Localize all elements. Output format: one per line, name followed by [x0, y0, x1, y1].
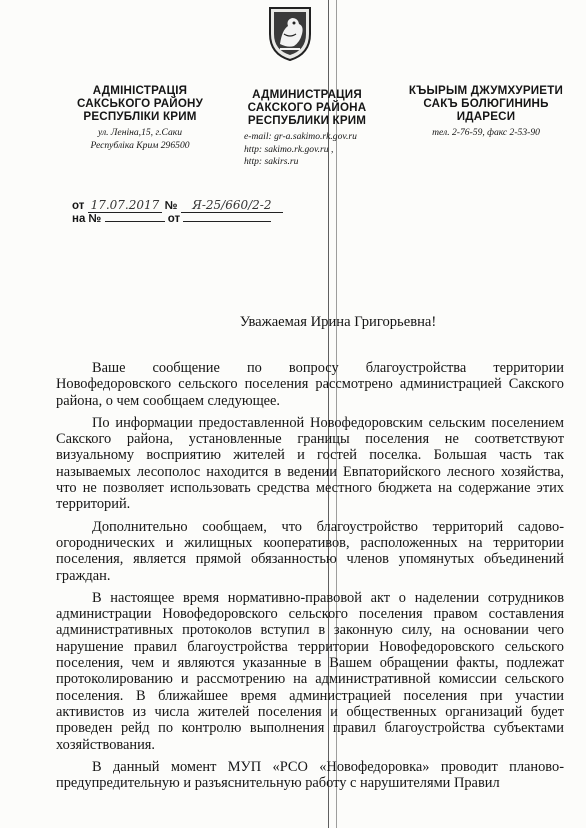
header-ukrainian	[40, 84, 240, 151]
website-line: http: sakimo.rk.gov.ru ,	[244, 143, 334, 155]
on-from-label: от	[167, 213, 181, 225]
on-number-label: на №	[72, 213, 102, 225]
body-paragraph: В настоящее время нормативно-правовой акт о наделении сотрудников администрации Новофедоровского сельского поселения правом составления административных протоколов вступил в законную силу, на основании чего нарушение правил благоустройства территории Новофедоровского сельского поселения, чем и являются указанные в Вашем обращении факты, подлежат протоколированию и рассмотрению на административной комиссии сельского поселения. В ближайшее время администрацией поселения при участии активистов из числа жителей поселения и общественных организаций будет проведен рейд по контролю выполнения правил благоустройства субъектами хозяйствования.	[56, 589, 564, 753]
outgoing-number: Я-25/660/2-2	[181, 198, 283, 213]
number-label: №	[164, 200, 178, 212]
email-line: e-mail: gr-a.sakimo.rk.gov.ru	[244, 131, 357, 142]
outgoing-date: 17.07.2017	[88, 198, 162, 213]
header-russian	[218, 88, 396, 168]
address-line: Республіка Крим 296500	[90, 139, 190, 151]
from-label: от	[72, 200, 85, 212]
incoming-reference	[72, 213, 271, 225]
org-name-line: РЕСПУБЛИКИ КРИМ	[247, 114, 367, 127]
org-name-line: САКЪ БОЛЮГИНИНЬ	[423, 97, 549, 110]
org-name-line: САКСЬКОГО РАЙОНУ	[76, 97, 204, 110]
outgoing-reference	[72, 198, 283, 213]
org-name-line: АДМИНИСТРАЦИЯ	[252, 88, 362, 101]
body-paragraph: Ваше сообщение по вопросу благоустройства территории Новофедоровского сельского поселения рассмотрено администрацией Сакского района, о чем сообщаем следующее.	[56, 360, 564, 409]
body-paragraph: Дополнительно сообщаем, что благоустройство территорий садово-огороднических и жилищных кооперативов, расположенных на территории поселения, является прямой обязанностью членов упомянутых объединений граждан.	[56, 518, 564, 584]
body-paragraph: По информации предоставленной Новофедоровским сельским поселением Сакского района, установленные границы поселения не соответствуют визуальному восприятию жителей и гостей поселка. Большая часть так называемых лесополос находится в ведении Евпаторийского лесного хозяйства, что не позволяет использовать средства местного бюджета на содержание этих территорий.	[56, 414, 564, 513]
crimea-coat-of-arms-icon	[266, 4, 314, 62]
salutation: Уважаемая Ирина Григорьевна!	[239, 314, 437, 330]
org-name-line: АДМІНІСТРАЦІЯ	[92, 84, 188, 97]
org-name-line: ИДАРЕСИ	[456, 110, 516, 123]
org-name-line: РЕСПУБЛІКИ КРИМ	[83, 110, 197, 123]
address-line: ул. Леніна,15, г.Саки	[97, 127, 183, 138]
incoming-date-blank	[183, 221, 271, 222]
letter-body	[56, 360, 564, 797]
org-name-line: САКСКОГО РАЙОНА	[247, 101, 367, 114]
incoming-number-blank	[105, 221, 165, 222]
header-crimean-tatar	[388, 84, 584, 139]
body-paragraph: В данный момент МУП «РСО «Новофедоровка» проводит планово-предупредительную и разъяснительную работу с нарушителями Правил	[56, 758, 564, 792]
website-line: http: sakirs.ru	[244, 156, 299, 167]
phone-fax-line: тел. 2-76-59, факс 2-53-90	[432, 127, 540, 138]
org-name-line: КЪЫРЫМ ДЖУМХУРИЕТИ	[408, 84, 564, 97]
